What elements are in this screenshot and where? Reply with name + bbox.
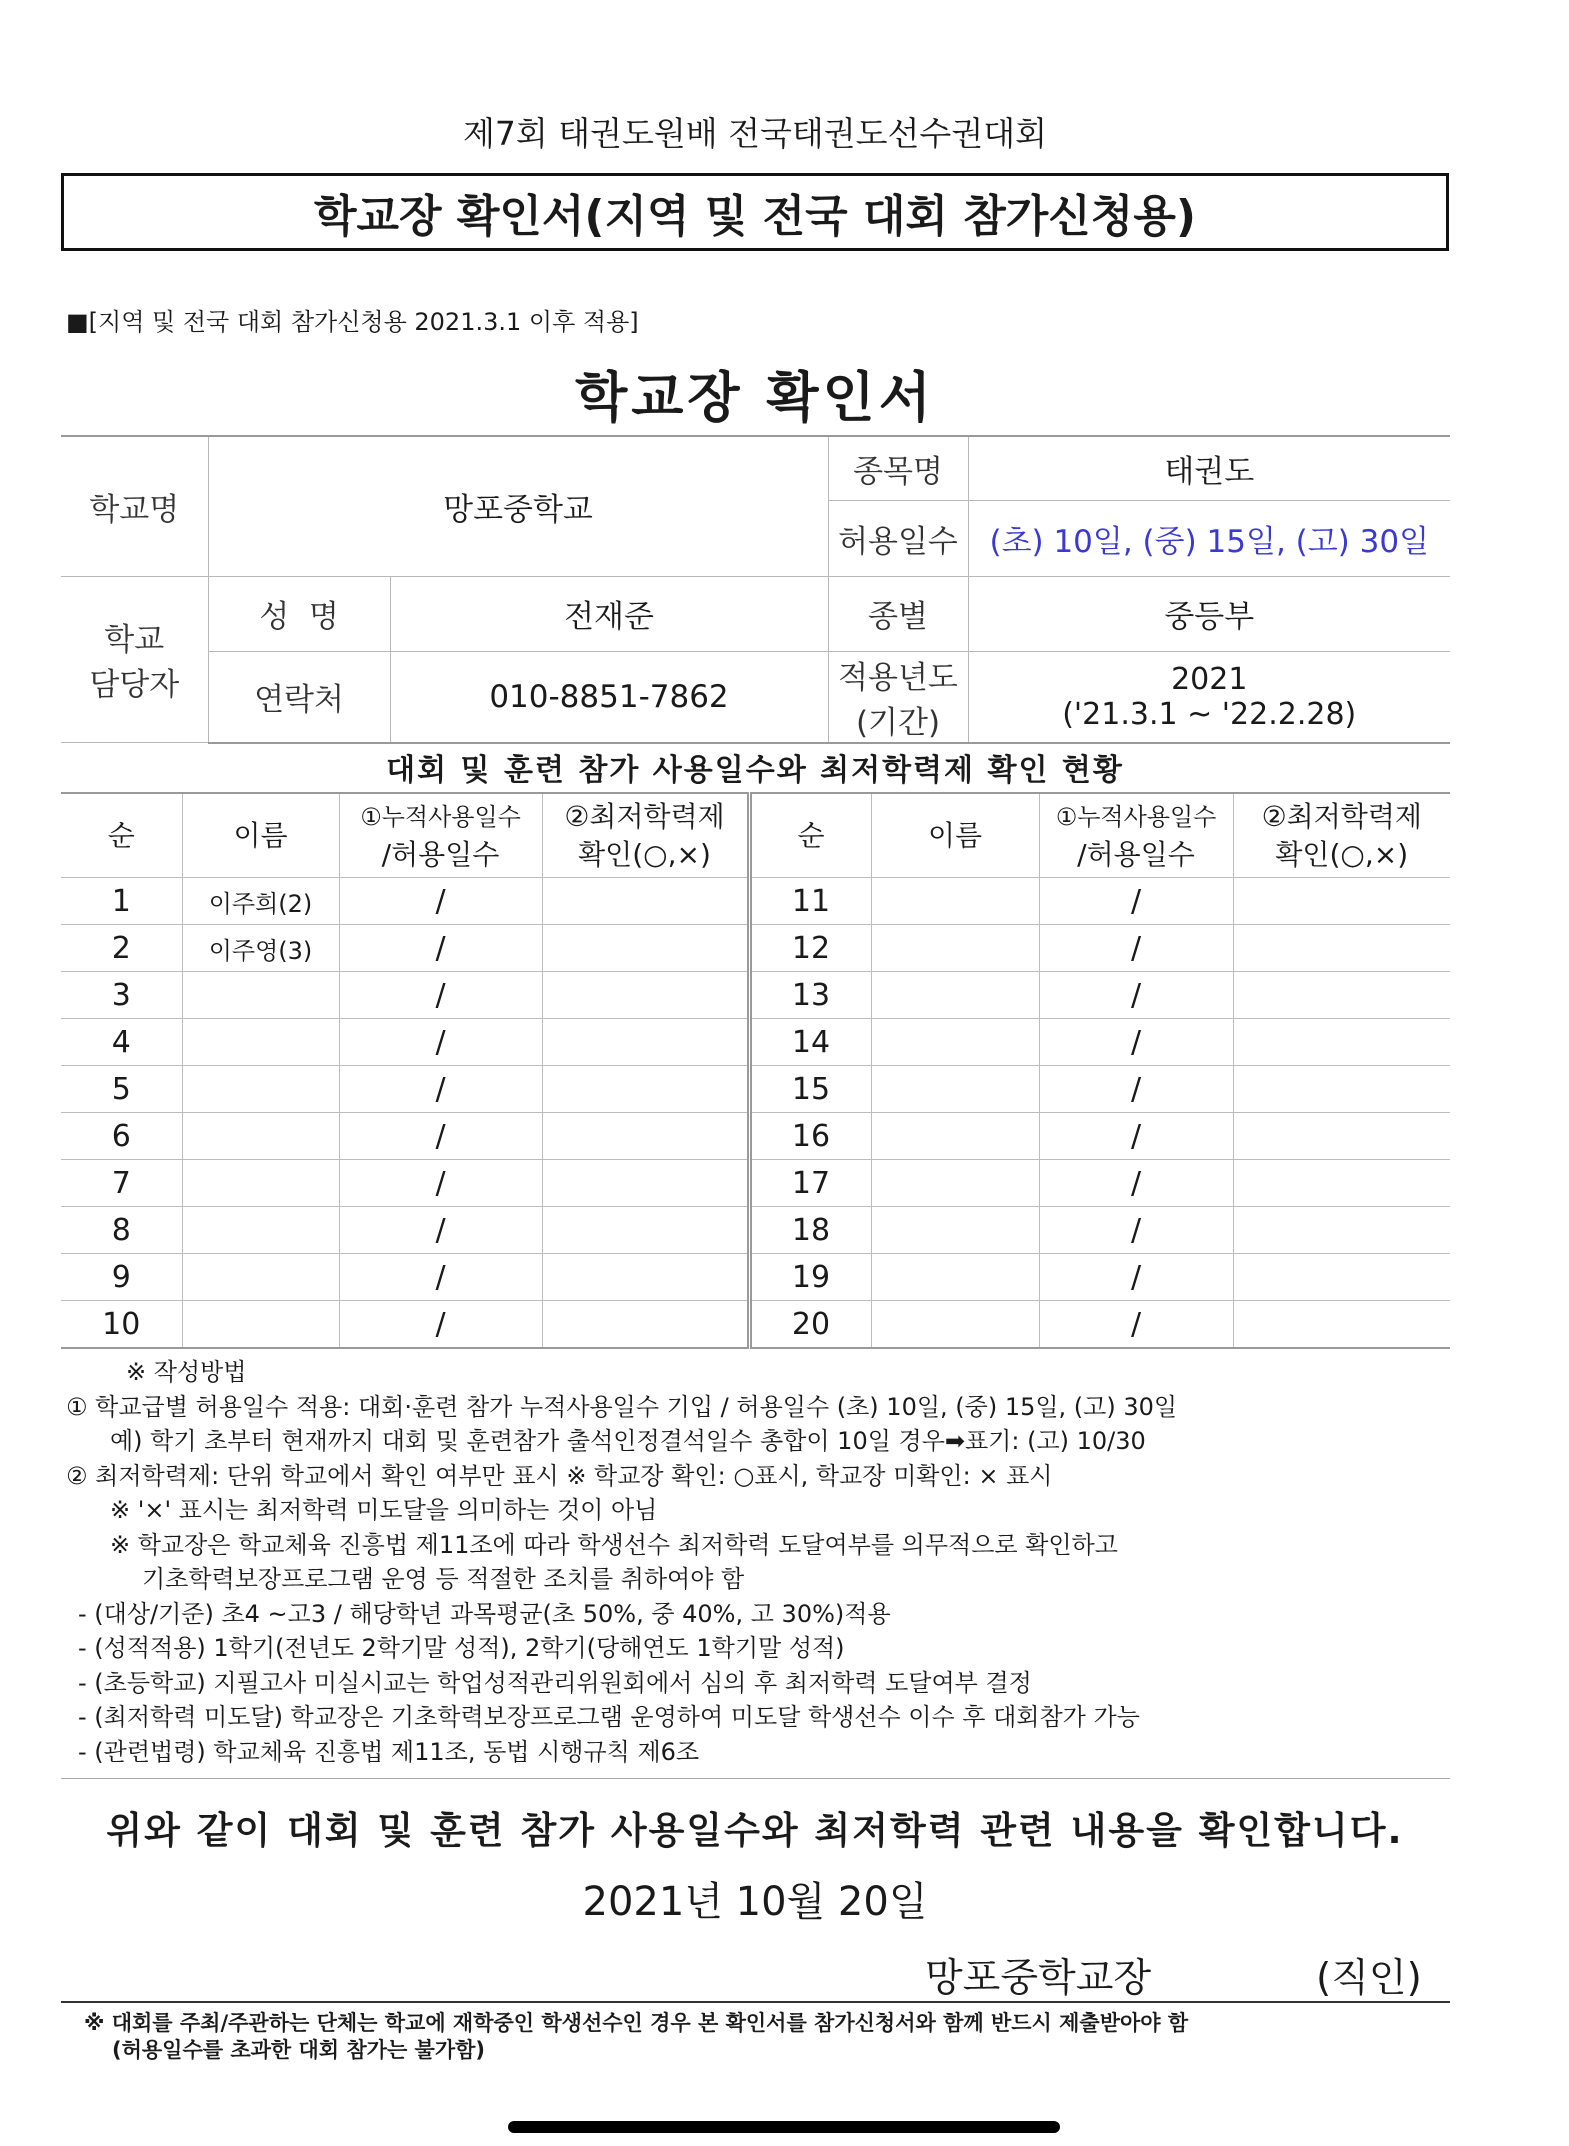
official-seal-mark: (직인) [1316,1956,1422,2001]
row-left-name [182,972,339,1019]
row-left-check [542,1066,749,1113]
home-indicator-bar[interactable] [508,2121,1060,2133]
contact-name-value: 전재준 [390,576,828,651]
row-left-name [182,1066,339,1113]
row-left-name [182,1254,339,1301]
row-left-name [182,1113,339,1160]
row-left-no: 5 [61,1066,182,1113]
table-row [61,972,1450,1019]
status-table [61,792,1450,1349]
row-left-no: 8 [61,1207,182,1254]
row-right-no: 18 [749,1207,871,1254]
row-right-no: 16 [749,1113,871,1160]
row-left-check [542,1160,749,1207]
row-left-no: 10 [61,1301,182,1349]
row-left-no: 3 [61,972,182,1019]
row-right-days: / [1039,1207,1233,1254]
col-header-days-right-line2: /허용일수 [1077,837,1195,871]
col-header-check-line2: 확인(○,×) [578,837,711,871]
row-right-days: / [1039,1113,1233,1160]
table-row [61,1019,1450,1066]
row-left-no: 9 [61,1254,182,1301]
col-header-check-right-line2: 확인(○,×) [1275,837,1409,871]
year-label-line1: 적용년도 [838,659,958,696]
row-right-check [1233,1301,1450,1349]
row-left-check [542,1301,749,1349]
principal-title: 망포중학교장 [925,1956,1152,2001]
footnote-line-1: ※ 대회를 주최/주관하는 단체는 학교에 재학중인 학생선수인 경우 본 확인서를 참가신청서와 함께 반드시 제출받아야 함 [84,2011,1189,2035]
school-name-value: 망포중학교 [208,436,828,576]
allowed-days-label: 허용일수 [828,500,968,576]
applicability-note: ■[지역 및 전국 대회 참가신청용 2021.3.1 이후 적용] [66,308,639,336]
row-right-no: 13 [749,972,871,1019]
row-right-no: 14 [749,1019,871,1066]
row-left-name [182,1019,339,1066]
row-right-name [871,925,1039,972]
footnote-line-2: (허용일수를 초과한 대회 참가는 불가함) [112,2038,486,2062]
col-header-name-right: 이름 [871,793,1039,878]
row-right-name [871,972,1039,1019]
phone-value: 010-8851-7862 [390,651,828,743]
row-left-check [542,972,749,1019]
instruction-bullet-4: - (최저학력 미도달) 학교장은 기초학력보장프로그램 운영하여 미도달 학생선수 이수 후 대회참가 가능 [78,1703,1140,1731]
row-right-no: 15 [749,1066,871,1113]
row-right-no: 11 [749,878,871,925]
row-left-check [542,1113,749,1160]
col-header-days-right-line1: ①누적사용일수 [1055,802,1217,831]
col-header-no: 순 [61,793,182,878]
row-left-no: 6 [61,1113,182,1160]
sport-value: 태권도 [968,436,1450,500]
row-right-name [871,1160,1039,1207]
row-left-check [542,1207,749,1254]
row-right-name [871,1301,1039,1349]
row-right-name [871,1254,1039,1301]
school-name-label: 학교명 [61,436,208,576]
row-right-days: / [1039,972,1233,1019]
row-right-check [1233,1113,1450,1160]
row-left-days: / [339,1254,542,1301]
row-left-no: 1 [61,878,182,925]
row-right-check [1233,1019,1450,1066]
row-left-no: 2 [61,925,182,972]
footnote [84,2010,1464,2064]
row-left-days: / [339,1019,542,1066]
division-label: 종별 [828,576,968,651]
row-left-check [542,925,749,972]
col-header-days [339,793,542,878]
division-value: 중등부 [968,576,1450,651]
status-heading: 대회 및 훈련 참가 사용일수와 최저학력제 확인 현황 [386,753,1124,788]
instruction-bullet-2: - (성적적용) 1학기(전년도 2학기말 성적), 2학기(당해연도 1학기말 성적) [78,1634,845,1662]
confirmation-date: 2021년 10월 20일 [582,1879,928,1925]
col-header-days-line2: /허용일수 [381,837,500,871]
col-header-name: 이름 [182,793,339,878]
col-header-days-right [1039,793,1233,878]
instruction-item-2: ② 최저학력제: 단위 학교에서 확인 여부만 표시 ※ 학교장 확인: ○표시, 학교장 미확인: × 표시 [66,1461,1053,1490]
sport-label: 종목명 [828,436,968,500]
contact-group-label [61,576,208,743]
instruction-bullet-5: - (관련법령) 학교체육 진흥법 제11조, 동법 시행규칙 제6조 [78,1737,700,1766]
col-header-check-right [1233,793,1450,878]
row-right-check [1233,1207,1450,1254]
instruction-item-2-note-1: ※ '×' 표시는 최저학력 미도달을 의미하는 것이 아님 [110,1496,658,1524]
row-right-days: / [1039,1254,1233,1301]
table-row [61,1207,1450,1254]
row-left-name: 이주희(2) [182,878,339,925]
col-header-check [542,793,749,878]
row-right-name [871,878,1039,925]
contact-name-label: 성 명 [208,576,390,651]
row-right-check [1233,925,1450,972]
instruction-item-2-note-2: ※ 학교장은 학교체육 진흥법 제11조에 따라 학생선수 최저학력 도달여부를 의무적으로 확인하고 [110,1530,1118,1559]
instruction-item-1: ① 학교급별 허용일수 적용: 대회·훈련 참가 누적사용일수 기입 / 허용일수 (초) 10일, (중) 15일, (고) 30일 [66,1392,1178,1421]
row-right-check [1233,1160,1450,1207]
row-right-name [871,1207,1039,1254]
table-row [61,1301,1450,1349]
confirmation-statement: 위와 같이 대회 및 훈련 참가 사용일수와 최저학력 관련 내용을 확인합니다. [106,1809,1404,1852]
row-right-no: 19 [749,1254,871,1301]
form-title: 학교장 확인서 [575,366,935,429]
row-left-days: / [339,1301,542,1349]
row-left-check [542,1019,749,1066]
row-left-days: / [339,1113,542,1160]
contact-group-label-line1: 학교 [104,622,165,659]
table-row [61,878,1450,925]
row-right-no: 20 [749,1301,871,1349]
instructions-heading: ※ 작성방법 [126,1358,247,1386]
row-right-check [1233,1066,1450,1113]
row-right-no: 12 [749,925,871,972]
phone-label: 연락처 [208,651,390,743]
year-value-period: ('21.3.1 ~ '22.2.28) [1062,696,1357,732]
col-header-days-line1: ①누적사용일수 [360,802,521,831]
row-right-days: / [1039,1301,1233,1349]
row-right-check [1233,1254,1450,1301]
row-left-days: / [339,972,542,1019]
col-header-no-right: 순 [749,793,871,878]
row-right-name [871,1019,1039,1066]
footnote-divider [61,2001,1450,2003]
contact-group-label-line2: 담당자 [89,667,180,704]
table-row [61,925,1450,972]
row-right-days: / [1039,925,1233,972]
row-right-days: / [1039,1066,1233,1113]
row-left-name [182,1160,339,1207]
instruction-item-1-example: 예) 학기 초부터 현재까지 대회 및 훈련참가 출석인정결석일수 총합이 10일 경우➡표기: (고) 10/30 [110,1427,1146,1455]
row-right-check [1233,972,1450,1019]
table-row [61,1254,1450,1301]
year-value-year: 2021 [1171,661,1248,697]
row-left-no: 4 [61,1019,182,1066]
row-left-days: / [339,878,542,925]
row-left-name [182,1301,339,1349]
row-right-days: / [1039,1019,1233,1066]
table-row [61,1160,1450,1207]
row-right-name [871,1113,1039,1160]
instruction-bullet-3: - (초등학교) 지필고사 미실시교는 학업성적관리위원회에서 심의 후 최저학력 도달여부 결정 [78,1668,1032,1697]
row-left-days: / [339,1160,542,1207]
row-right-days: / [1039,1160,1233,1207]
row-right-name [871,1066,1039,1113]
year-value [968,651,1450,743]
row-left-days: / [339,1066,542,1113]
event-title: 제7회 태권도원배 전국태권도선수권대회 [463,114,1047,153]
col-header-check-right-line1: ②최저학력제 [1261,799,1422,833]
document-banner: 학교장 확인서(지역 및 전국 대회 참가신청용) [61,173,1449,251]
table-row [61,1113,1450,1160]
row-left-check [542,1254,749,1301]
allowed-days-value: (초) 10일, (중) 15일, (고) 30일 [968,500,1450,576]
row-right-days: / [1039,878,1233,925]
row-left-days: / [339,1207,542,1254]
instruction-item-2-note-2-cont: 기초학력보장프로그램 운영 등 적절한 조치를 취하여야 함 [142,1565,745,1593]
row-left-name: 이주영(3) [182,925,339,972]
col-header-check-line1: ②최저학력제 [564,799,725,833]
row-left-no: 7 [61,1160,182,1207]
row-left-name [182,1207,339,1254]
notes-divider [61,1778,1450,1779]
instructions [66,1355,1456,1769]
school-info-table [61,435,1450,744]
row-left-check [542,878,749,925]
row-right-no: 17 [749,1160,871,1207]
year-label-line2: (기간) [855,704,941,741]
instruction-bullet-1: - (대상/기준) 초4 ~고3 / 해당학년 과목평균(초 50%, 중 40%, 고 30%)적용 [78,1599,891,1628]
table-row [61,1066,1450,1113]
year-label [828,651,968,743]
row-left-days: / [339,925,542,972]
row-right-check [1233,878,1450,925]
